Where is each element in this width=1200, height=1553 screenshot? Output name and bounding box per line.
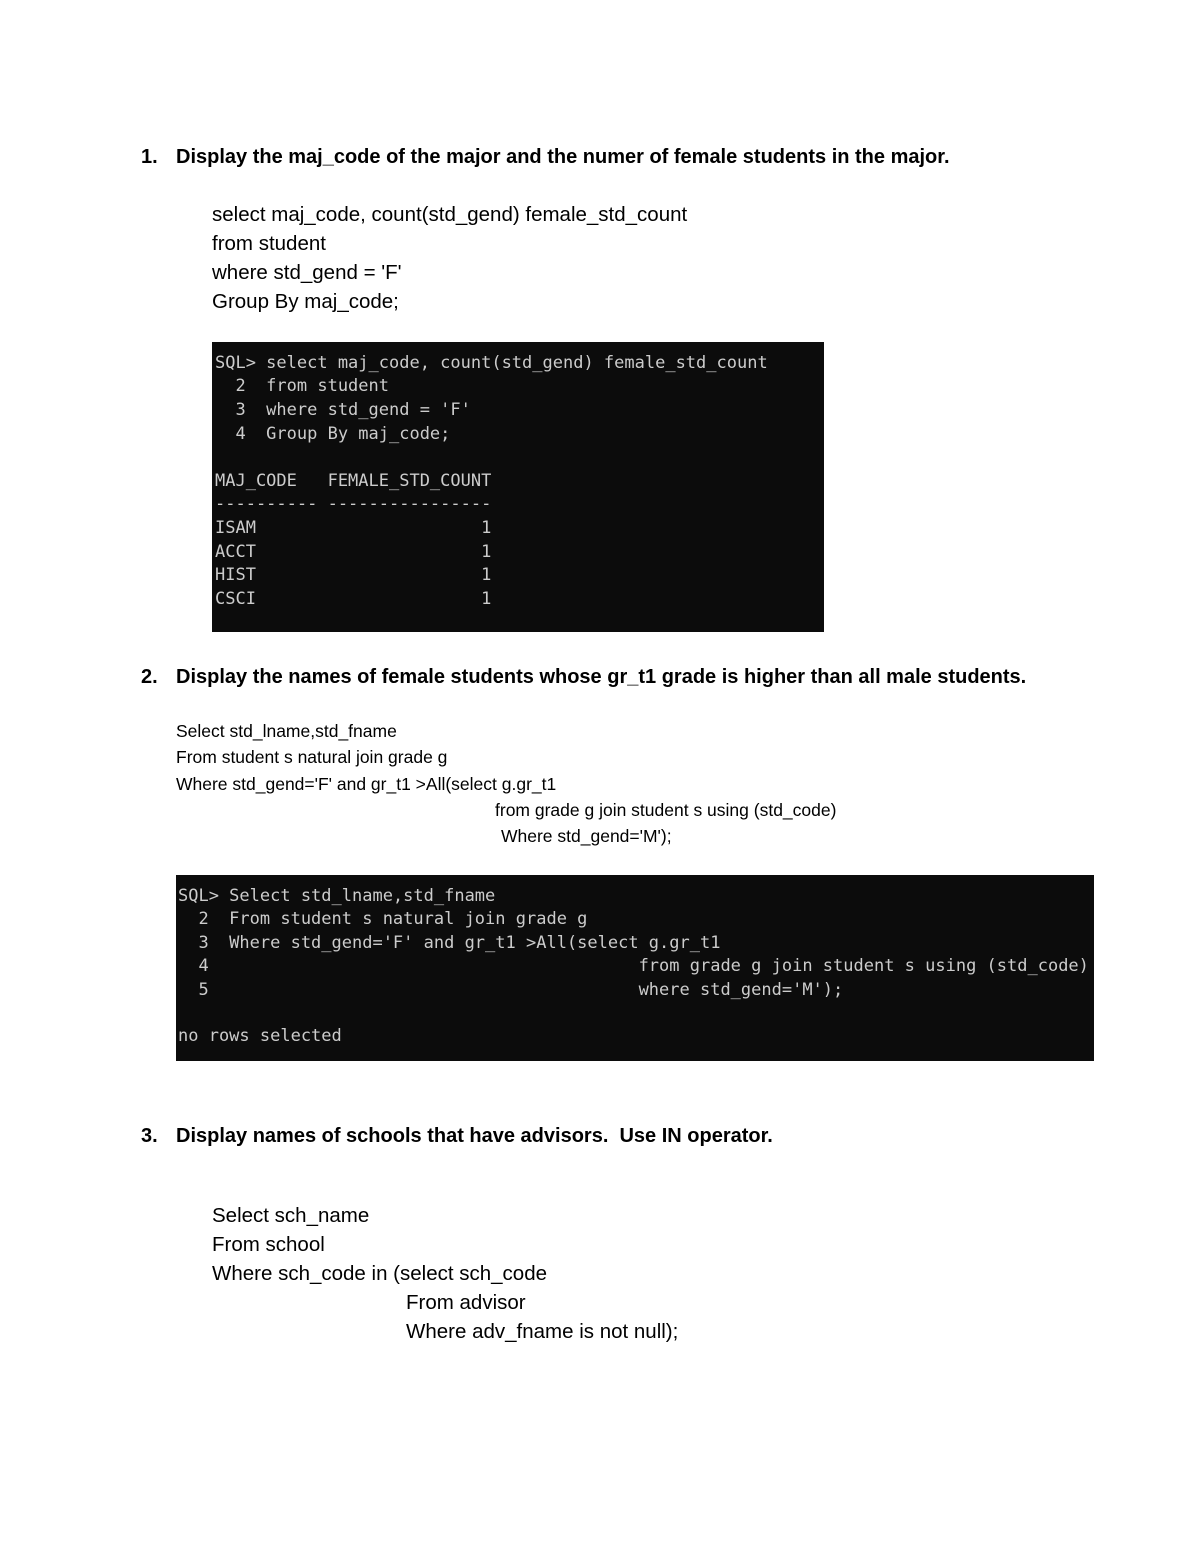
question-3-text: Display names of schools that have advisors. Use IN operator. <box>176 1125 773 1147</box>
query-line: select maj_code, count(std_gend) female_std_count <box>212 203 688 226</box>
terminal-line: ---------- ---------------- <box>215 494 492 514</box>
question-2-number: 2. <box>141 666 158 688</box>
question-1-number: 1. <box>141 146 158 168</box>
terminal-line: HIST 1 <box>215 565 492 585</box>
question-1-query <box>212 200 912 320</box>
query-line: Group By maj_code; <box>212 290 399 313</box>
question-2-terminal-screenshot <box>176 875 1094 1061</box>
terminal-line: ISAM 1 <box>215 518 492 538</box>
terminal-line: 5 where std_gend='M'); <box>178 980 844 1000</box>
terminal-line: MAJ_CODE FEMALE_STD_COUNT <box>215 471 492 491</box>
question-1-heading <box>141 145 1041 169</box>
terminal-line: 4 from grade g join student s using (std_code) <box>178 956 1089 976</box>
terminal-line: 3 Where std_gend='F' and gr_t1 >All(select g.gr_t1 <box>178 933 721 953</box>
query-line: where std_gend = 'F' <box>212 261 402 284</box>
query-line: Where std_gend='M'); <box>501 826 672 846</box>
query-line: From advisor <box>406 1291 526 1314</box>
question-2-heading <box>141 665 1121 689</box>
question-3-heading <box>141 1124 1041 1148</box>
terminal-line: no rows selected <box>178 1026 342 1046</box>
terminal-line: 4 Group By maj_code; <box>215 424 451 444</box>
terminal-line: SQL> select maj_code, count(std_gend) female_std_count <box>215 353 768 373</box>
query-line: from grade g join student s using (std_code) <box>495 800 837 820</box>
query-line: from student <box>212 232 326 255</box>
terminal-line: ACCT 1 <box>215 542 492 562</box>
query-line: From student s natural join grade g <box>176 747 448 767</box>
question-2-query <box>176 718 1076 853</box>
question-3-query <box>212 1201 912 1351</box>
query-line: Select sch_name <box>212 1204 370 1227</box>
terminal-line: CSCI 1 <box>215 589 492 609</box>
query-line: Where sch_code in (select sch_code <box>212 1262 548 1285</box>
question-3-number: 3. <box>141 1125 158 1147</box>
query-line: From school <box>212 1233 325 1256</box>
question-1-text: Display the maj_code of the major and the numer of female students in the major. <box>176 146 950 168</box>
terminal-line: 2 From student s natural join grade g <box>178 909 588 929</box>
question-2-text: Display the names of female students whose gr_t1 grade is higher than all male students. <box>176 666 1027 688</box>
terminal-line: SQL> Select std_lname,std_fname <box>178 886 496 906</box>
query-line: Where std_gend='F' and gr_t1 >All(select g.gr_t1 <box>176 774 557 794</box>
terminal-line: 2 from student <box>215 376 389 396</box>
question-1-terminal-screenshot <box>212 342 824 632</box>
terminal-line: 3 where std_gend = 'F' <box>215 400 471 420</box>
query-line: Where adv_fname is not null); <box>406 1320 679 1343</box>
query-line: Select std_lname,std_fname <box>176 721 397 741</box>
